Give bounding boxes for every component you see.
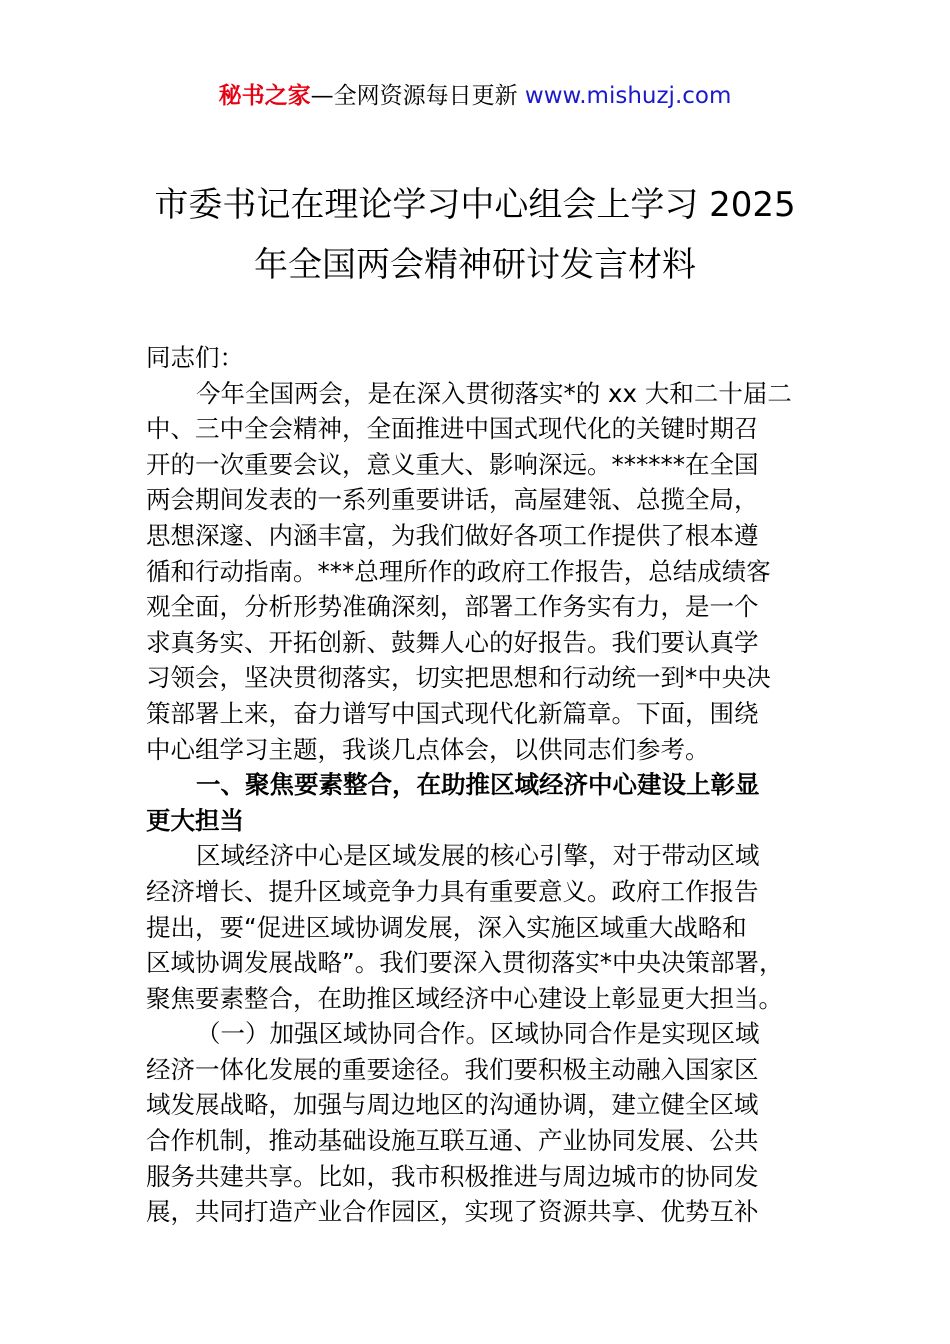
body-text-line: 展，共同打造产业合作园区，实现了资源共享、优势互补 xyxy=(146,1197,759,1227)
body-text-line: 循和行动指南。***总理所作的政府工作报告，总结成绩客 xyxy=(146,556,771,586)
title-line-2: 年全国两会精神研讨发言材料 xyxy=(254,245,696,285)
body-text-line: 求真务实、开拓创新、鼓舞人心的好报告。我们要认真学 xyxy=(146,627,759,657)
body-text-line: 今年全国两会，是在深入贯彻落实*的 xx 大和二十届二 xyxy=(196,378,792,408)
body-text-line: 思想深邃、内涵丰富，为我们做好各项工作提供了根本遵 xyxy=(146,520,759,550)
body-text-line: 区域经济中心是区域发展的核心引擎，对于带动区域 xyxy=(196,841,760,871)
site-tagline: —全网资源每日更新 xyxy=(310,83,525,109)
document-body xyxy=(146,340,826,1230)
site-brand: 秘书之家 xyxy=(218,83,311,109)
body-text-line: 中、三中全会精神，全面推进中国式现代化的关键时期召 xyxy=(146,414,759,444)
body-text-line: 观全面，分析形势准确深刻，部署工作务实有力，是一个 xyxy=(146,592,759,622)
site-url-link[interactable]: www.mishuzj.com xyxy=(524,83,732,109)
body-text-line: 策部署上来，奋力谱写中国式现代化新篇章。下面，围绕 xyxy=(146,698,759,728)
body-text-line: 两会期间发表的一系列重要讲话，高屋建瓴、总揽全局， xyxy=(146,485,759,515)
body-text-line: 合作机制，推动基础设施互联互通、产业协同发展、公共 xyxy=(146,1126,759,1156)
document-title xyxy=(90,175,860,295)
section-heading-line: 一、聚焦要素整合，在助推区域经济中心建设上彰显 xyxy=(196,770,760,800)
body-text-line: 经济一体化发展的重要途径。我们要积极主动融入国家区 xyxy=(146,1054,759,1084)
site-header xyxy=(0,80,950,112)
body-text-line: 聚焦要素整合，在助推区域经济中心建设上彰显更大担当。 xyxy=(146,983,783,1013)
body-text-line: 区域协调发展战略”。我们要深入贯彻落实*中央决策部署， xyxy=(146,948,784,978)
body-text-line: 经济增长、提升区域竞争力具有重要意义。政府工作报告 xyxy=(146,876,759,906)
body-text-line: 习领会，坚决贯彻落实，切实把思想和行动统一到*中央决 xyxy=(146,663,771,693)
body-text-line: 开的一次重要会议，意义重大、影响深远。******在全国 xyxy=(146,449,759,479)
salutation: 同志们： xyxy=(146,343,244,372)
body-text-line: 提出，要“促进区域协调发展，深入实施区域重大战略和 xyxy=(146,912,747,942)
body-text-line: 域发展战略，加强与周边地区的沟通协调，建立健全区域 xyxy=(146,1090,759,1120)
body-text-line: （一）加强区域协同合作。区域协同合作是实现区域 xyxy=(196,1019,760,1049)
title-line-1: 市委书记在理论学习中心组会上学习 2025 xyxy=(154,185,796,225)
body-text-line: 中心组学习主题，我谈几点体会，以供同志们参考。 xyxy=(146,734,710,764)
body-text-line: 服务共建共享。比如，我市积极推进与周边城市的协同发 xyxy=(146,1161,759,1191)
section-heading-line: 更大担当 xyxy=(146,805,244,835)
